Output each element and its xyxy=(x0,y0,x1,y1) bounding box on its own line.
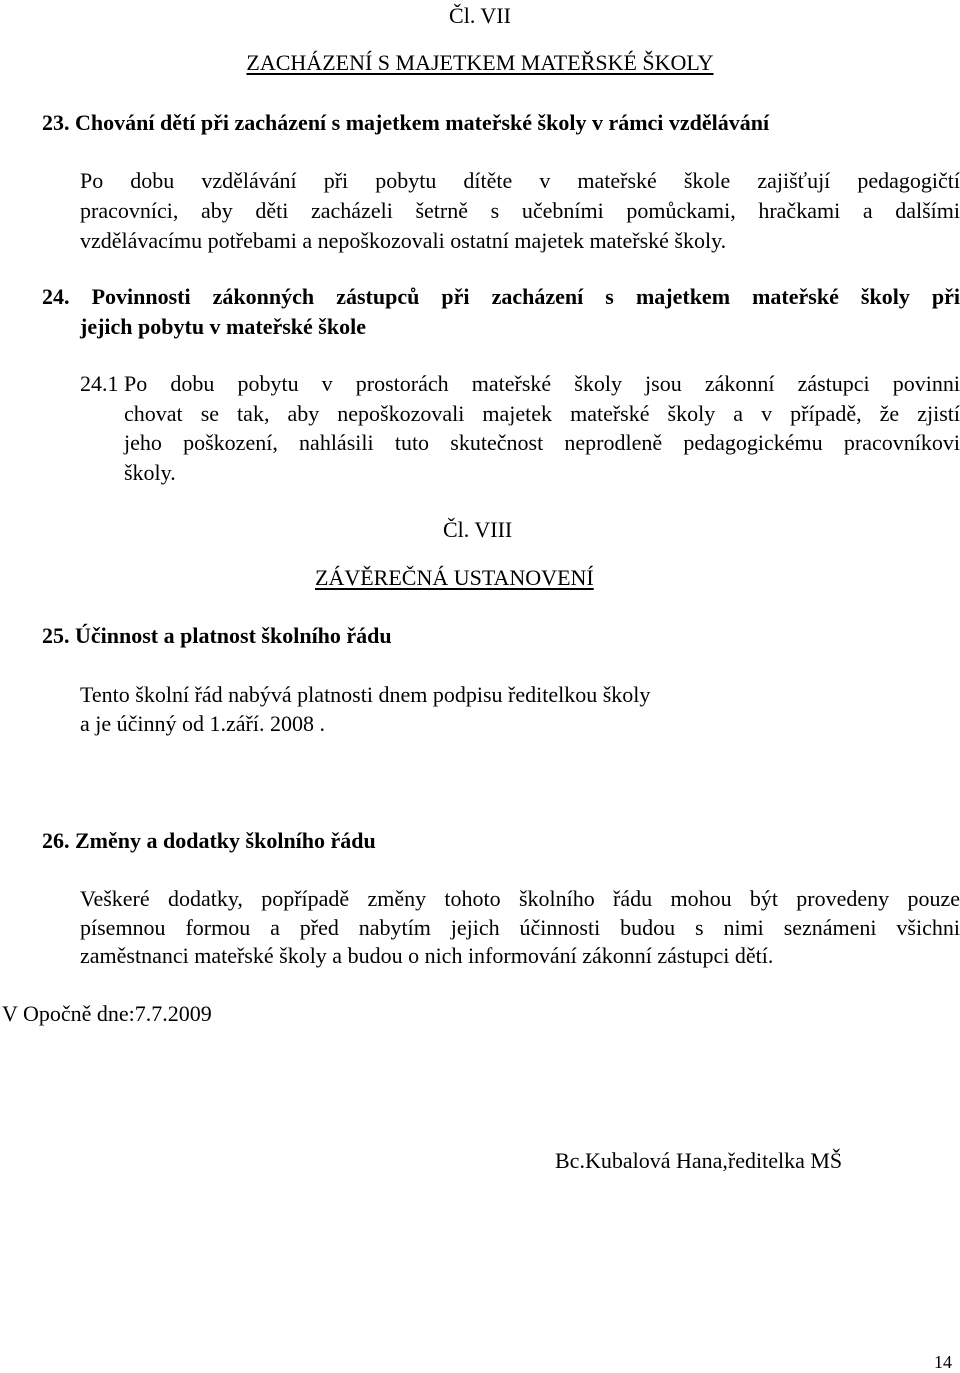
page-number: 14 xyxy=(934,1352,952,1372)
section-24-item-line-1: Po dobu pobytu v prostorách mateřské školy jsou zákonní zástupci povinni xyxy=(124,371,960,396)
section-24-heading-line-1: 24. Povinnosti zákonných zástupců při zacházení s majetkem mateřské školy při xyxy=(42,284,960,309)
section-26-line-2: písemnou formou a před nabytím jejich účinnosti budou s nimi seznámeni všichni xyxy=(80,915,960,940)
section-24-item-line-2: chovat se tak, aby nepoškozovali majetek mateřské školy a v případě, že zjistí xyxy=(124,401,960,426)
section-24-item-line-4: školy. xyxy=(124,460,176,485)
chapter-8-title: ZÁVĚREČNÁ USTANOVENÍ xyxy=(315,565,594,590)
chapter-7-number: Čl. VII xyxy=(449,3,511,28)
section-25-line-2: a je účinný od 1.září. 2008 . xyxy=(80,711,325,736)
section-23-line-3: vzdělávacímu potřebami a nepoškozovali ostatní majetek mateřské školy. xyxy=(80,228,727,253)
signature: Bc.Kubalová Hana,ředitelka MŠ xyxy=(555,1148,843,1173)
section-23-line-2: pracovníci, aby děti zacházeli šetrně s učebními pomůckami, hračkami a dalšími xyxy=(80,198,960,223)
section-25-heading: 25. Účinnost a platnost školního řádu xyxy=(42,623,392,648)
section-24-item-number: 24.1 xyxy=(80,371,119,396)
place-date: V Opočně dne:7.7.2009 xyxy=(2,1001,212,1026)
section-26-heading: 26. Změny a dodatky školního řádu xyxy=(42,828,376,853)
section-24-heading-line-2: jejich pobytu v mateřské škole xyxy=(80,314,366,339)
section-23-line-1: Po dobu vzdělávání při pobytu dítěte v mateřské škole zajišťují pedagogičtí xyxy=(80,168,960,193)
section-25-line-1: Tento školní řád nabývá platnosti dnem podpisu ředitelkou školy xyxy=(80,682,651,707)
section-23-heading: 23. Chování dětí při zacházení s majetkem mateřské školy v rámci vzdělávání xyxy=(42,110,770,135)
section-26-line-1: Veškeré dodatky, popřípadě změny tohoto školního řádu mohou být provedeny pouze xyxy=(80,886,960,911)
section-24-item-line-3: jeho poškození, nahlásili tuto skutečnost neprodleně pedagogickému pracovníkovi xyxy=(124,430,960,455)
section-26-line-3: zaměstnanci mateřské školy a budou o nich informování zákonní zástupci dětí. xyxy=(80,943,774,968)
chapter-8-number: Čl. VIII xyxy=(443,517,513,542)
chapter-7-title: ZACHÁZENÍ S MAJETKEM MATEŘSKÉ ŠKOLY xyxy=(246,50,714,75)
